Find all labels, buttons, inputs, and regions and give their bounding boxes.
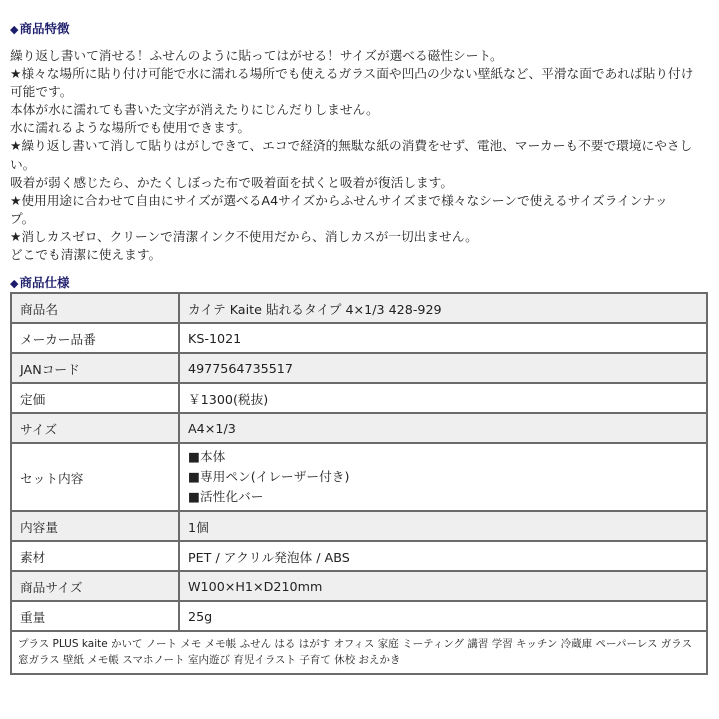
feature-line: 繰り返し書いて消せる！ふせんのように貼ってはがせる！サイズが選べる磁性シート。	[10, 48, 503, 63]
spec-row-product-size	[11, 571, 707, 601]
keywords-table	[10, 632, 708, 675]
spec-value: KS-1021	[179, 323, 707, 353]
spec-label: 定価	[11, 383, 179, 413]
spec-value: 1個	[179, 511, 707, 541]
spec-value: カイテ Kaite 貼れるタイプ 4×1/3 428-929	[179, 293, 707, 323]
spec-label: JANコード	[11, 353, 179, 383]
spec-value	[179, 443, 707, 511]
feature-line: ★繰り返し書いて消して貼りはがしできて、エコで経済的無駄な紙の消費をせず、電池、マーカーも不要で環境にやさし	[10, 138, 693, 154]
spec-value: PET / アクリル発泡体 / ABS	[179, 541, 707, 571]
set-item: ■専用ペン(イレーザー付き)	[188, 469, 350, 484]
spec-value: 25g	[179, 601, 707, 631]
spec-row-size	[11, 413, 707, 443]
spec-table	[10, 292, 708, 632]
spec-label: 内容量	[11, 511, 179, 541]
features-heading-text: 商品特徴	[19, 21, 70, 36]
diamond-icon: ◆	[10, 277, 19, 290]
feature-line: どこでも清潔に使えます。	[10, 247, 162, 263]
set-item: ■活性化バー	[188, 489, 264, 504]
spec-row-price	[11, 383, 707, 413]
spec-value: ￥1300(税抜)	[179, 383, 707, 413]
spec-row-weight	[11, 601, 707, 631]
spec-value: 4977564735517	[179, 353, 707, 383]
spec-label: セット内容	[11, 443, 179, 511]
spec-row-quantity	[11, 511, 707, 541]
set-item: ■本体	[188, 449, 226, 464]
feature-line: ★使用用途に合わせて自由にサイズが選べるA4サイズからふせんサイズまで様々なシーンで使えるサイズラインナッ	[10, 192, 668, 208]
spec-row-jan	[11, 353, 707, 383]
features-heading	[10, 19, 69, 37]
feature-line: ★様々な場所に貼り付け可能で水に濡れる場所でも使えるガラス面や凹凸の少ない壁紙など、平滑な面であれば貼り付け	[10, 66, 694, 82]
spec-label: 商品サイズ	[11, 571, 179, 601]
spec-label: メーカー品番	[11, 323, 179, 353]
spec-label: 重量	[11, 601, 179, 631]
spec-value: W100×H1×D210mm	[179, 571, 707, 601]
feature-line: ★消しカスゼロ、クリーンで清潔インク不使用だから、消しカスが一切出ません。	[10, 228, 478, 244]
feature-line: 水に濡れるような場所でも使用できます。	[10, 120, 251, 136]
spec-label: 商品名	[11, 293, 179, 323]
spec-row-maker-code	[11, 323, 707, 353]
spec-value: A4×1/3	[179, 413, 707, 443]
keywords-text: プラス PLUS kaite かいて ノート メモ メモ帳 ふせん はる はがす オフィス 家庭 ミーティング 講習 学習 キッチン 冷蔵庫 ペーパーレス ガラス 窓ガラス 壁紙 メモ帳 スマホノート 室内遊び 育児イラスト 子育て 休校 おえかき	[11, 632, 707, 674]
spec-row-set-contents	[11, 443, 707, 511]
feature-line: い。	[10, 156, 36, 172]
specs-heading-text: 商品仕様	[19, 275, 70, 290]
features-text	[10, 47, 715, 264]
spec-row-material	[11, 541, 707, 571]
feature-line: 可能です。	[10, 84, 73, 100]
feature-line: 吸着が弱く感じたら、かたくしぼった布で吸着面を拭くと吸着が復活します。	[10, 174, 454, 190]
spec-label: 素材	[11, 541, 179, 571]
diamond-icon: ◆	[10, 23, 19, 36]
feature-line: プ。	[10, 210, 35, 226]
spec-row-product-name	[11, 293, 707, 323]
specs-heading	[10, 273, 69, 291]
spec-label: サイズ	[11, 413, 179, 443]
feature-line: 本体が水に濡れても書いた文字が消えたりにじんだりしません。	[10, 102, 379, 118]
